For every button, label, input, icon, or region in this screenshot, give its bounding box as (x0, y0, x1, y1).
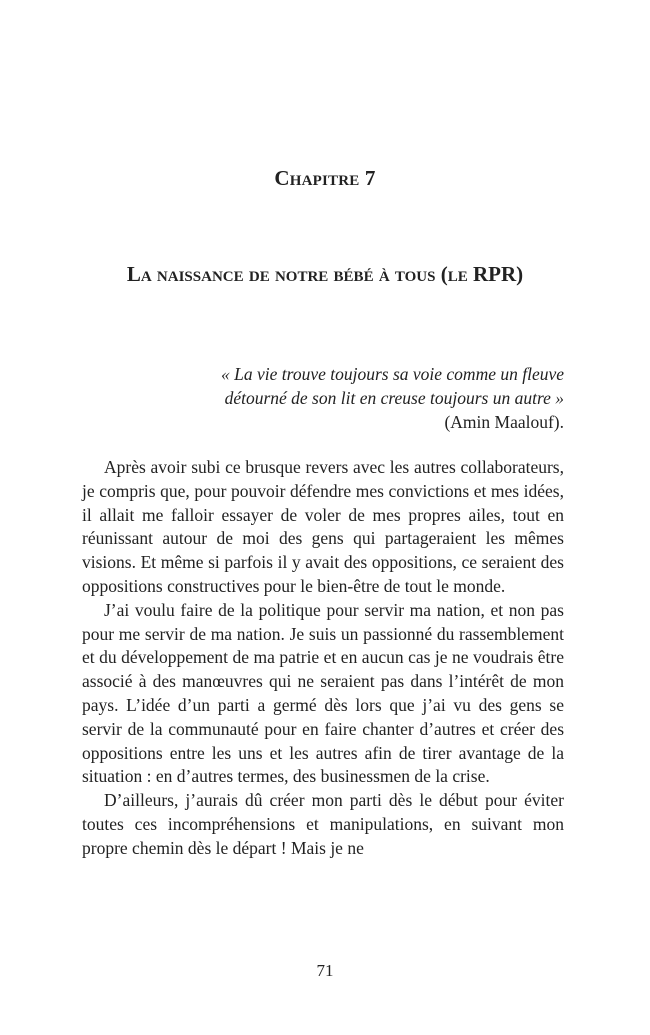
page-number: 71 (316, 961, 334, 980)
epigraph-attribution: (Amin Maalouf). (444, 412, 564, 432)
chapter-heading: Chapitre 7 (274, 166, 376, 190)
paragraph: D’ailleurs, j’aurais dû créer mon parti dès le début pour éviter toutes ces incompréhensions et manipulations, en suivant mon propre chemin dès le départ ! Mais je ne (82, 790, 564, 858)
epigraph-quote-line-2: détourné de son lit en creuse toujours un autre » (224, 388, 564, 408)
epigraph-quote-line-1: « La vie trouve toujours sa voie comme un fleuve (221, 364, 564, 384)
body-text (82, 456, 564, 861)
chapter-title: La naissance de notre bébé à tous (le RPR) (126, 262, 524, 286)
paragraph: J’ai voulu faire de la politique pour servir ma nation, et non pas pour me servir de ma nation. Je suis un passionné du rassemblement et du développement de ma patrie et en aucun cas je ne voudrais être associé à des manœuvres qui ne seraient pas dans l’intérêt de mon pays. L’idée d’un parti a germé dès lors que j’ai vu des gens se servir de la communauté pour en faire chanter d’autres et créer des oppositions entre les uns et les autres afin de tirer avantage de la situation : en d’autres termes, des businessmen de la crise. (82, 599, 564, 787)
paragraph: Après avoir subi ce brusque revers avec les autres collaborateurs, je compris que, pour pouvoir défendre mes convictions et mes idées, il allait me falloir essayer de voler de mes propres ailes, tout en réunissant autour de moi des gens qui partageraient les mêmes visions. Et même si parfois il y avait des oppositions, ce seraient des oppositions constructives pour le bien-être de tout le monde. (82, 457, 564, 596)
epigraph (150, 362, 564, 434)
